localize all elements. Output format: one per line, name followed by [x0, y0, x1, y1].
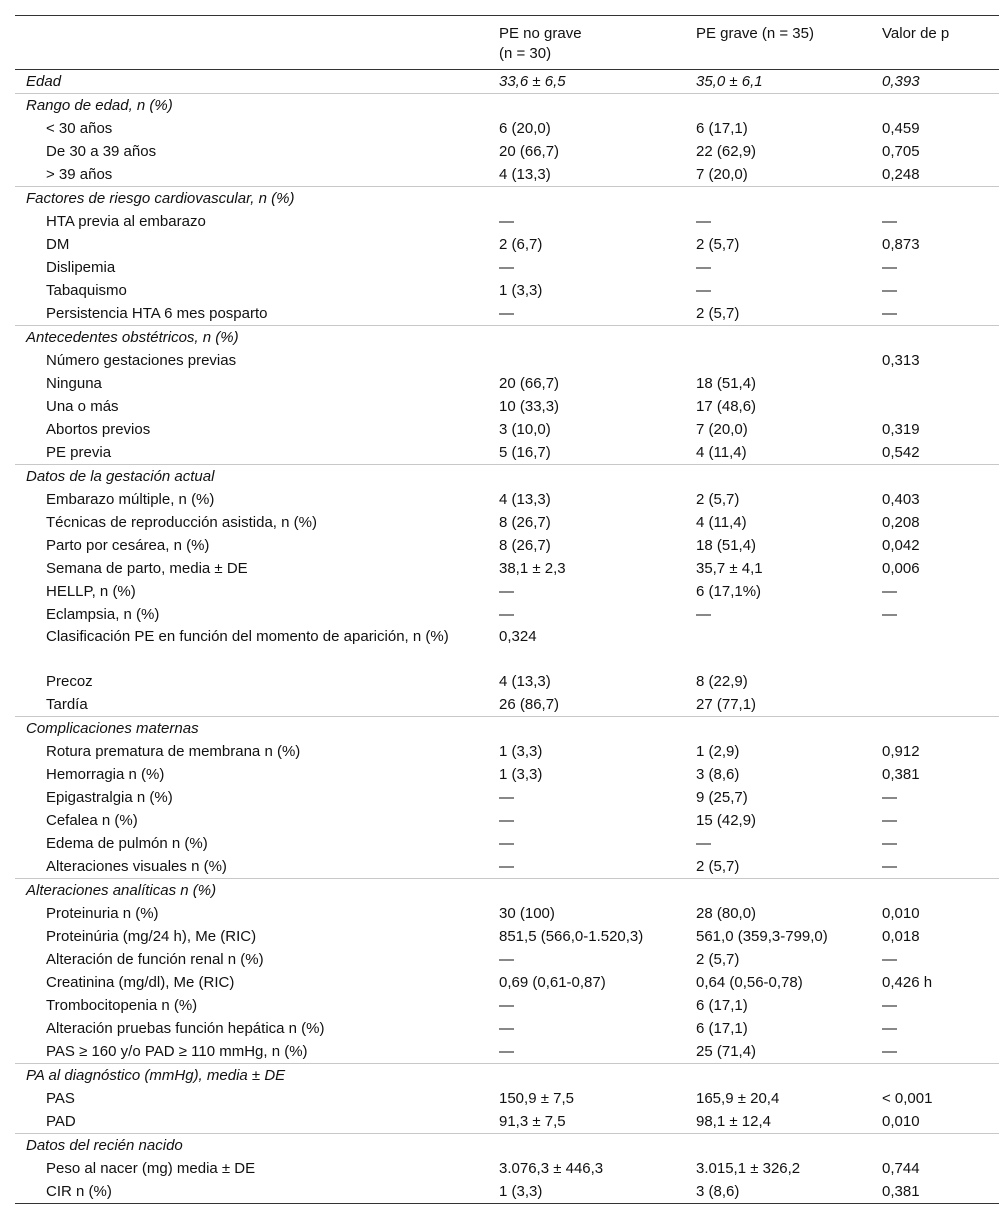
row-label: Datos del recién nacido [26, 1137, 183, 1154]
row-label: CIR n (%) [46, 1183, 112, 1200]
cell-pe-grave: 4 (11,4) [696, 444, 747, 461]
row-label: Antecedentes obstétricos, n (%) [26, 329, 239, 346]
cell-pe-no-grave: 26 (86,7) [499, 696, 560, 713]
table-row [15, 372, 999, 395]
cell-pe-grave: 17 (48,6) [696, 398, 757, 415]
cell-pe-no-grave: — [499, 259, 514, 276]
row-label: PE previa [46, 444, 112, 461]
section-header-row [15, 716, 999, 740]
row-label: PAD [46, 1113, 76, 1130]
cell-pe-no-grave: — [499, 997, 514, 1014]
cell-pe-no-grave: 20 (66,7) [499, 143, 560, 160]
section-header-row [15, 325, 999, 349]
row-label: PAS ≥ 160 y/o PAD ≥ 110 mmHg, n (%) [46, 1043, 308, 1060]
row-label: Alteración de función renal n (%) [46, 951, 264, 968]
cell-pe-no-grave: — [499, 583, 514, 600]
cell-pe-grave: 2 (5,7) [696, 951, 740, 968]
row-label: Epigastralgia n (%) [46, 789, 173, 806]
cell-valor-p: 0,705 [882, 143, 920, 160]
row-label: Proteinúria (mg/24 h), Me (RIC) [46, 928, 257, 945]
cell-pe-grave: — [696, 213, 711, 230]
cell-pe-grave: 35,7 ± 4,1 [696, 560, 763, 577]
cell-valor-p: — [882, 812, 897, 829]
row-label: Cefalea n (%) [46, 812, 138, 829]
cell-pe-grave: 6 (17,1%) [696, 583, 762, 600]
cell-pe-grave: 35,0 ± 6,1 [696, 73, 763, 90]
table-row [15, 603, 999, 626]
table-row [15, 740, 999, 763]
table-row [15, 855, 999, 878]
cell-pe-grave: 18 (51,4) [696, 537, 757, 554]
table-row [15, 971, 999, 994]
section-header-row [15, 1063, 999, 1087]
table-row [15, 1040, 999, 1063]
table-row [15, 763, 999, 786]
cell-pe-grave: 25 (71,4) [696, 1043, 757, 1060]
row-label: Complicaciones maternas [26, 720, 199, 737]
cell-valor-p: 0,010 [882, 1113, 920, 1130]
cell-pe-no-grave: 150,9 ± 7,5 [499, 1090, 574, 1107]
table-row [15, 693, 999, 716]
cell-pe-grave: 2 (5,7) [696, 305, 740, 322]
cell-pe-grave: 9 (25,7) [696, 789, 748, 806]
table-row [15, 534, 999, 557]
cell-valor-p: — [882, 1020, 897, 1037]
table-row [15, 948, 999, 971]
row-label: PA al diagnóstico (mmHg), media ± DE [26, 1067, 286, 1084]
cell-pe-no-grave: — [499, 1043, 514, 1060]
cell-pe-grave: 6 (17,1) [696, 1020, 748, 1037]
cell-pe-no-grave: — [499, 789, 514, 806]
cell-pe-no-grave: 3.076,3 ± 446,3 [499, 1160, 604, 1177]
cell-pe-no-grave: 38,1 ± 2,3 [499, 560, 566, 577]
cell-pe-no-grave: 0,324 [499, 628, 537, 645]
cell-pe-grave: 18 (51,4) [696, 375, 757, 392]
row-label: Tardía [46, 696, 88, 713]
cell-valor-p: 0,542 [882, 444, 920, 461]
cell-valor-p: 0,018 [882, 928, 920, 945]
table-bottom-rule [15, 1203, 999, 1204]
cell-pe-no-grave: 20 (66,7) [499, 375, 560, 392]
cell-pe-grave: 561,0 (359,3-799,0) [696, 928, 828, 945]
cell-pe-no-grave: 6 (20,0) [499, 120, 551, 137]
table-row [15, 925, 999, 948]
section-header-row [15, 70, 999, 93]
table-header [15, 15, 999, 70]
row-label: HELLP, n (%) [46, 583, 136, 600]
cell-pe-grave: 6 (17,1) [696, 997, 748, 1014]
cell-pe-no-grave: 8 (26,7) [499, 514, 551, 531]
table-row [15, 441, 999, 464]
table-row [15, 786, 999, 809]
cell-pe-no-grave: — [499, 1020, 514, 1037]
cell-valor-p: 0,381 [882, 1183, 920, 1200]
row-label: Factores de riesgo cardiovascular, n (%) [26, 190, 295, 207]
row-label: Proteinuria n (%) [46, 905, 159, 922]
cell-pe-grave: 1 (2,9) [696, 743, 740, 760]
row-label: Parto por cesárea, n (%) [46, 537, 210, 554]
cell-valor-p: 0,912 [882, 743, 920, 760]
cell-valor-p: — [882, 858, 897, 875]
header-valor-p: Valor de p [882, 25, 950, 42]
cell-valor-p: 0,006 [882, 560, 920, 577]
cell-valor-p: — [882, 1043, 897, 1060]
table-row [15, 349, 999, 372]
row-label: Precoz [46, 673, 93, 690]
cell-valor-p: 0,744 [882, 1160, 920, 1177]
cell-pe-grave: — [696, 835, 711, 852]
row-label: Edema de pulmón n (%) [46, 835, 208, 852]
cell-pe-grave: 15 (42,9) [696, 812, 757, 829]
table-row [15, 994, 999, 1017]
table-row [15, 511, 999, 534]
cell-pe-no-grave: 2 (6,7) [499, 236, 543, 253]
table-row [15, 1087, 999, 1110]
row-label: De 30 a 39 años [46, 143, 157, 160]
cell-pe-no-grave: 0,69 (0,61-0,87) [499, 974, 606, 991]
table-row [15, 256, 999, 279]
table-row [15, 580, 999, 603]
cell-pe-grave: 6 (17,1) [696, 120, 748, 137]
table-row [15, 1110, 999, 1133]
row-label: Alteraciones visuales n (%) [46, 858, 227, 875]
cell-valor-p: < 0,001 [882, 1090, 933, 1107]
cell-pe-no-grave: 91,3 ± 7,5 [499, 1113, 566, 1130]
table-row [15, 488, 999, 511]
cell-pe-no-grave: — [499, 606, 514, 623]
table-row [15, 163, 999, 186]
row-label: Trombocitopenia n (%) [46, 997, 198, 1014]
cell-pe-grave: 28 (80,0) [696, 905, 757, 922]
row-label: Hemorragia n (%) [46, 766, 165, 783]
row-label: DM [46, 236, 70, 253]
cell-valor-p: 0,208 [882, 514, 920, 531]
cell-valor-p: — [882, 259, 897, 276]
section-header-row [15, 186, 999, 210]
row-label: Técnicas de reproducción asistida, n (%) [46, 514, 317, 531]
cell-pe-no-grave: 851,5 (566,0-1.520,3) [499, 928, 644, 945]
cell-valor-p: — [882, 789, 897, 806]
table-row [15, 1180, 999, 1203]
cell-pe-no-grave: — [499, 213, 514, 230]
cell-valor-p: — [882, 951, 897, 968]
cell-pe-no-grave: 4 (13,3) [499, 166, 551, 183]
row-label: Una o más [46, 398, 119, 415]
cell-pe-grave: 2 (5,7) [696, 858, 740, 875]
cell-pe-no-grave: 4 (13,3) [499, 673, 551, 690]
cell-pe-no-grave: — [499, 835, 514, 852]
row-label: Dislipemia [46, 259, 116, 276]
table-row [15, 1157, 999, 1180]
cell-valor-p: 0,248 [882, 166, 920, 183]
cell-pe-no-grave: 1 (3,3) [499, 766, 543, 783]
cell-pe-grave: — [696, 282, 711, 299]
header-pe-no-grave-line2: (n = 30) [499, 45, 552, 62]
table-row [15, 140, 999, 163]
cell-pe-no-grave: 8 (26,7) [499, 537, 551, 554]
section-header-row [15, 1133, 999, 1157]
table-row [15, 626, 999, 670]
cell-pe-grave: 2 (5,7) [696, 236, 740, 253]
cell-pe-grave: 22 (62,9) [696, 143, 757, 160]
header-pe-grave: PE grave (n = 35) [696, 25, 814, 42]
cell-pe-grave: 165,9 ± 20,4 [696, 1090, 780, 1107]
cell-valor-p: 0,873 [882, 236, 920, 253]
table-row [15, 233, 999, 256]
header-pe-no-grave [499, 24, 679, 64]
table-row [15, 117, 999, 140]
cell-pe-grave: 3 (8,6) [696, 766, 740, 783]
row-label: Edad [26, 73, 62, 90]
cell-pe-no-grave: 3 (10,0) [499, 421, 551, 438]
cell-valor-p: — [882, 305, 897, 322]
row-label: HTA previa al embarazo [46, 213, 206, 230]
cell-pe-no-grave: — [499, 951, 514, 968]
table-row [15, 832, 999, 855]
cell-valor-p: — [882, 282, 897, 299]
table-row [15, 809, 999, 832]
table-row [15, 302, 999, 325]
row-label: Creatinina (mg/dl), Me (RIC) [46, 974, 235, 991]
row-label: PAS [46, 1090, 75, 1107]
table-row [15, 670, 999, 693]
cell-valor-p: — [882, 997, 897, 1014]
table-row [15, 557, 999, 580]
cell-pe-grave: 98,1 ± 12,4 [696, 1113, 771, 1130]
cell-pe-grave: 2 (5,7) [696, 491, 740, 508]
data-table [15, 15, 999, 1203]
cell-pe-no-grave: 1 (3,3) [499, 1183, 543, 1200]
row-label: Tabaquismo [46, 282, 127, 299]
table-row [15, 210, 999, 233]
cell-valor-p: 0,459 [882, 120, 920, 137]
cell-pe-grave: — [696, 259, 711, 276]
table-row [15, 395, 999, 418]
cell-pe-no-grave: 10 (33,3) [499, 398, 560, 415]
cell-pe-grave: 8 (22,9) [696, 673, 748, 690]
cell-pe-no-grave: 4 (13,3) [499, 491, 551, 508]
header-pe-no-grave-line1: PE no grave [499, 25, 582, 42]
cell-pe-no-grave: — [499, 305, 514, 322]
cell-pe-grave: 4 (11,4) [696, 514, 747, 531]
cell-valor-p: 0,010 [882, 905, 920, 922]
cell-pe-grave: 3 (8,6) [696, 1183, 740, 1200]
cell-valor-p: 0,393 [882, 73, 920, 90]
section-header-row [15, 878, 999, 902]
table-row [15, 418, 999, 441]
cell-pe-no-grave: — [499, 812, 514, 829]
row-label: Ninguna [46, 375, 102, 392]
cell-pe-no-grave: 33,6 ± 6,5 [499, 73, 566, 90]
row-label: Rango de edad, n (%) [26, 97, 173, 114]
cell-pe-no-grave: 1 (3,3) [499, 282, 543, 299]
cell-pe-grave: 7 (20,0) [696, 421, 748, 438]
row-label: Eclampsia, n (%) [46, 606, 160, 623]
table-row [15, 1017, 999, 1040]
cell-valor-p: 0,319 [882, 421, 920, 438]
cell-valor-p: — [882, 835, 897, 852]
section-header-row [15, 93, 999, 117]
cell-pe-grave: 0,64 (0,56-0,78) [696, 974, 803, 991]
cell-valor-p: 0,381 [882, 766, 920, 783]
cell-pe-grave: 7 (20,0) [696, 166, 748, 183]
row-label: Persistencia HTA 6 mes posparto [46, 305, 268, 322]
cell-valor-p: — [882, 583, 897, 600]
row-label: Semana de parto, media ± DE [46, 560, 248, 577]
cell-pe-no-grave: — [499, 858, 514, 875]
cell-valor-p: 0,426 h [882, 974, 933, 991]
row-label: Rotura prematura de membrana n (%) [46, 743, 301, 760]
cell-pe-grave: 27 (77,1) [696, 696, 757, 713]
row-label: Clasificación PE en función del momento de aparición, n (%) [46, 628, 449, 645]
row-label: Embarazo múltiple, n (%) [46, 491, 215, 508]
cell-pe-no-grave: 5 (16,7) [499, 444, 551, 461]
table-row [15, 902, 999, 925]
cell-pe-grave: — [696, 606, 711, 623]
row-label: Alteraciones analíticas n (%) [26, 882, 217, 899]
row-label: Abortos previos [46, 421, 151, 438]
cell-pe-no-grave: 1 (3,3) [499, 743, 543, 760]
cell-valor-p: 0,403 [882, 491, 920, 508]
table-row [15, 279, 999, 302]
cell-pe-grave: 3.015,1 ± 326,2 [696, 1160, 801, 1177]
row-label: Número gestaciones previas [46, 352, 237, 369]
cell-pe-no-grave: 30 (100) [499, 905, 555, 922]
table-body [15, 70, 999, 1203]
row-label: Alteración pruebas función hepática n (%) [46, 1020, 325, 1037]
cell-valor-p: 0,313 [882, 352, 920, 369]
cell-valor-p: — [882, 606, 897, 623]
row-label: Peso al nacer (mg) media ± DE [46, 1160, 256, 1177]
cell-valor-p: — [882, 213, 897, 230]
cell-valor-p: 0,042 [882, 537, 920, 554]
row-label: Datos de la gestación actual [26, 468, 215, 485]
row-label: > 39 años [46, 166, 113, 183]
section-header-row [15, 464, 999, 488]
row-label: < 30 años [46, 120, 113, 137]
